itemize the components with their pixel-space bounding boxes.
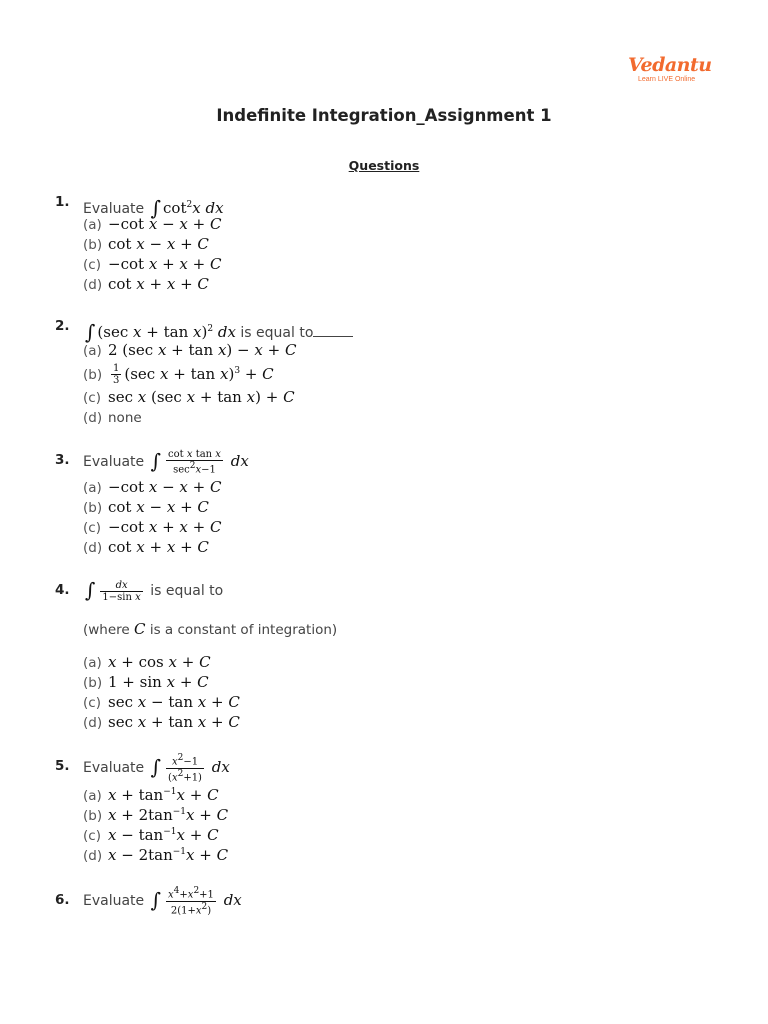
math-expression: ∫ $\frac{dx}{\text{1−sin x}}$: [85, 578, 141, 603]
option-a: [83, 341, 296, 359]
option-d: [83, 713, 240, 731]
math-expression: ∫ $\cot^2x$ dx: [150, 196, 224, 220]
option-label: (d): [83, 410, 103, 426]
option-label: (d): [83, 540, 103, 556]
question-lead: Evaluate: [83, 893, 145, 909]
question-stem: [83, 886, 242, 916]
option-b: [83, 673, 209, 691]
option-label: (a): [83, 343, 102, 359]
math-expression: ∫ (sec x + tan x)$^2$ dx: [85, 320, 236, 344]
math-expression: ∫ $\frac{x^2-1}{(x^2+1)}$ dx: [150, 753, 230, 783]
math-expression: −cot x − x + C: [108, 478, 222, 496]
option-d: [83, 275, 209, 293]
question-lead: Evaluate: [83, 760, 145, 776]
math-constant: C: [134, 620, 146, 638]
math-expression: cot x + x + C: [108, 275, 209, 293]
math-expression: $\frac{1}{3}$ (sec x + tan x)$^3$ + C: [113, 363, 274, 386]
option-label: (d): [83, 715, 103, 731]
option-label: (a): [83, 655, 102, 671]
option-a: [83, 478, 221, 496]
option-b: [83, 235, 209, 253]
question-number: 4.: [55, 582, 70, 598]
question-number: 1.: [55, 194, 70, 210]
option-label: (c): [83, 695, 101, 711]
question-stem: [83, 753, 230, 783]
question-number: 2.: [55, 318, 70, 334]
math-expression: ∫ $\frac{\text{cot x tan x}}{\sec^2x-1}$ dx: [150, 448, 249, 476]
math-expression: sec x + tan x + C: [108, 713, 240, 731]
math-expression: cot x − x + C: [108, 235, 209, 253]
option-d: [83, 846, 228, 864]
section-heading: Questions: [348, 158, 420, 173]
option-label: (d): [83, 848, 103, 864]
question-tail: is equal to: [150, 583, 224, 599]
math-expression: $x + \tan^{-1}x + C$: [108, 786, 219, 804]
option-a: [83, 786, 219, 804]
option-a: [83, 653, 211, 671]
option-label: (a): [83, 788, 102, 804]
math-expression: $x + 2\tan^{-1}x + C$: [108, 806, 229, 824]
option-b: [83, 498, 209, 516]
option-c: [83, 826, 219, 844]
question-lead: Evaluate: [83, 201, 145, 217]
math-expression: sec x (sec x + tan x) + C: [108, 388, 295, 406]
logo-wordmark: Vedantu: [628, 54, 712, 76]
math-expression: x + cos x + C: [108, 653, 211, 671]
note-prefix: (where: [83, 622, 130, 638]
math-expression: $x - \tan^{-1}x + C$: [108, 826, 219, 844]
option-text: none: [108, 410, 142, 426]
math-expression: cot x − x + C: [108, 498, 209, 516]
math-expression: −cot x + x + C: [108, 518, 222, 536]
question-stem: [83, 576, 223, 603]
math-expression: −cot x + x + C: [108, 255, 222, 273]
option-label: (b): [83, 237, 103, 253]
option-label: (b): [83, 808, 103, 824]
math-expression: sec x − tan x + C: [108, 693, 240, 711]
math-expression: ∫ $\frac{x^4+x^2+1}{2(1+x^2)}$ dx: [150, 886, 242, 916]
question-number: 5.: [55, 758, 70, 774]
math-expression: 1 + sin x + C: [108, 673, 209, 691]
option-c: [83, 388, 295, 406]
option-d: [83, 538, 209, 556]
question-tail: is equal to: [240, 325, 314, 341]
option-label: (a): [83, 480, 102, 496]
question-number: 6.: [55, 892, 70, 908]
option-label: (a): [83, 217, 102, 233]
option-c: [83, 693, 240, 711]
answer-blank: [313, 325, 353, 337]
option-label: (d): [83, 277, 103, 293]
option-label: (c): [83, 520, 101, 536]
option-c: [83, 518, 221, 536]
option-label: (c): [83, 390, 101, 406]
page-title: Indefinite Integration_Assignment 1: [216, 106, 552, 125]
option-label: (c): [83, 257, 101, 273]
option-a: [83, 215, 221, 233]
note-suffix: is a constant of integration): [149, 622, 338, 638]
option-label: (b): [83, 500, 103, 516]
question-stem: [83, 318, 353, 342]
logo-tagline: Learn LIVE Online: [638, 76, 696, 83]
option-label: (c): [83, 828, 101, 844]
question-lead: Evaluate: [83, 454, 145, 470]
option-label: (b): [83, 675, 103, 691]
math-expression: −cot x − x + C: [108, 215, 222, 233]
math-expression: $x - 2\tan^{-1}x + C$: [108, 846, 229, 864]
option-b: [83, 363, 274, 386]
option-label: (b): [83, 366, 103, 383]
question-stem: [83, 447, 249, 475]
question-note: [83, 620, 337, 638]
option-d: [83, 410, 142, 426]
vedantu-logo: [628, 55, 718, 87]
question-number: 3.: [55, 452, 70, 468]
math-expression: cot x + x + C: [108, 538, 209, 556]
option-c: [83, 255, 221, 273]
math-expression: 2 (sec x + tan x) − x + C: [108, 341, 297, 359]
option-b: [83, 806, 228, 824]
